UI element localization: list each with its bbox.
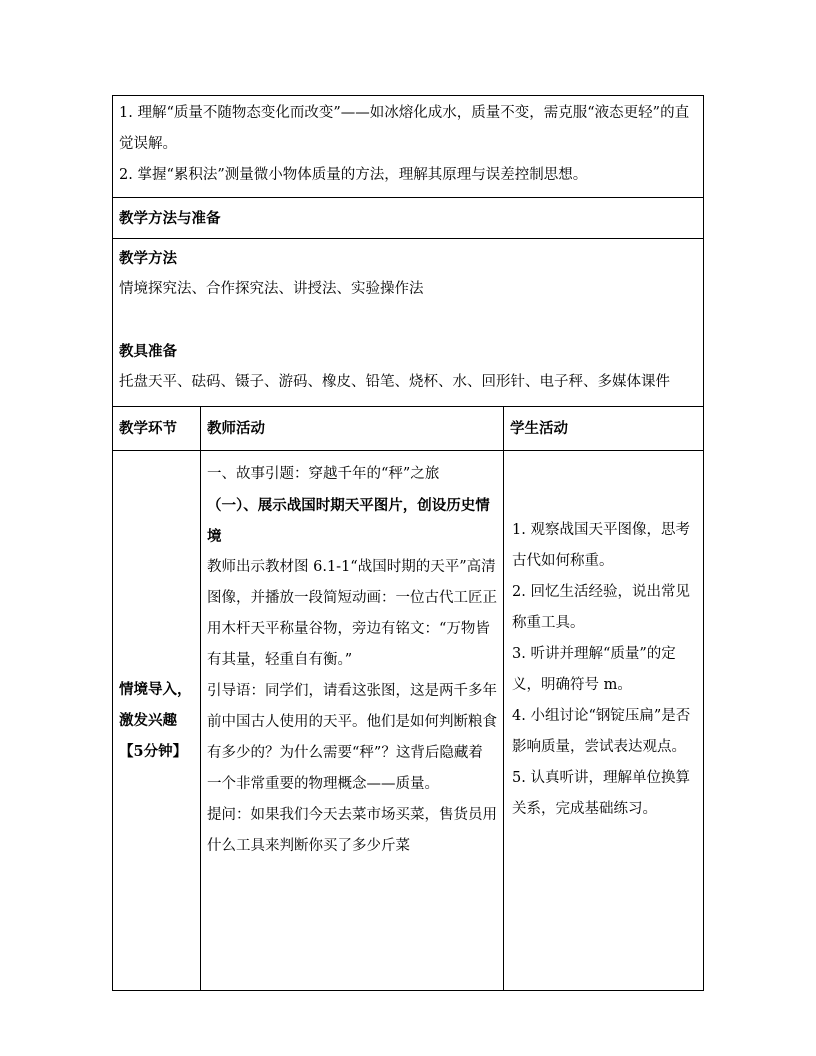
- methods-text: 情境探究法、合作探究法、讲授法、实验操作法: [119, 281, 424, 297]
- spacer: [119, 305, 697, 336]
- header-student: 学生活动: [504, 407, 704, 451]
- teacher-paragraph: 引导语：同学们，请看这张图，这是两千多年前中国古人使用的天平。他们是如何判断粮食有多少的？为什么需要“秤”？这背后隐藏着一个非常重要的物理概念——质量。: [207, 683, 497, 792]
- objectives-cell: [113, 96, 704, 198]
- teacher-subtitle: （一）、展示战国时期天平图片，创设历史情境: [207, 497, 490, 545]
- methods-label: 教学方法: [119, 250, 177, 267]
- stage-cell: [113, 451, 201, 991]
- student-item: 1. 观察战国天平图像，思考古代如何称重。: [512, 522, 690, 569]
- objective-item: 2. 掌握“累积法”测量微小物体质量的方法，理解其原理与误差控制思想。: [119, 167, 588, 183]
- objective-item: 1. 理解“质量不随物态变化而改变”——如冰熔化成水，质量不变，需克服“液态更轻”的直觉误解。: [119, 105, 690, 152]
- header-stage: 教学环节: [113, 407, 201, 451]
- methods-section-title: 教学方法与准备: [113, 198, 704, 239]
- methods-header-row: [113, 198, 704, 239]
- header-teacher: 教师活动: [201, 407, 504, 451]
- methods-row: [113, 239, 704, 407]
- activity-row: [113, 451, 704, 991]
- student-item: 4. 小组讨论“钢锭压扁”是否影响质量，尝试表达观点。: [512, 708, 691, 755]
- teacher-section-title: 一、故事引题：穿越千年的“秤”之旅: [207, 466, 440, 482]
- stage-time: 【5分钟】: [119, 743, 188, 760]
- tools-label: 教具准备: [119, 343, 177, 360]
- stage-name: 情境导入，激发兴趣: [119, 681, 192, 729]
- column-header-row: [113, 407, 704, 451]
- student-item: 2. 回忆生活经验，说出常见称重工具。: [512, 584, 690, 631]
- teacher-paragraph: 教师出示教材图 6.1-1“战国时期的天平”高清图像，并播放一段简短动画：一位古代工匠正用木杆天平称量谷物，旁边有铭文：“万物皆有其量，轻重自有衡。”: [207, 559, 497, 668]
- teacher-paragraph: 提问：如果我们今天去菜市场买菜，售货员用什么工具来判断你买了多少斤菜: [207, 807, 497, 854]
- objectives-row: [113, 96, 704, 198]
- lesson-plan-table: [112, 95, 704, 991]
- methods-cell: [113, 239, 704, 407]
- student-item: 3. 听讲并理解“质量”的定义，明确符号 m。: [512, 646, 676, 693]
- student-item: 5. 认真听讲，理解单位换算关系，完成基础练习。: [512, 770, 690, 817]
- student-activity-cell: [504, 451, 704, 991]
- tools-text: 托盘天平、砝码、镊子、游码、橡皮、铅笔、烧杯、水、回形针、电子秤、多媒体课件: [119, 374, 670, 390]
- lesson-plan-page: [112, 95, 703, 991]
- teacher-activity-cell: [201, 451, 504, 991]
